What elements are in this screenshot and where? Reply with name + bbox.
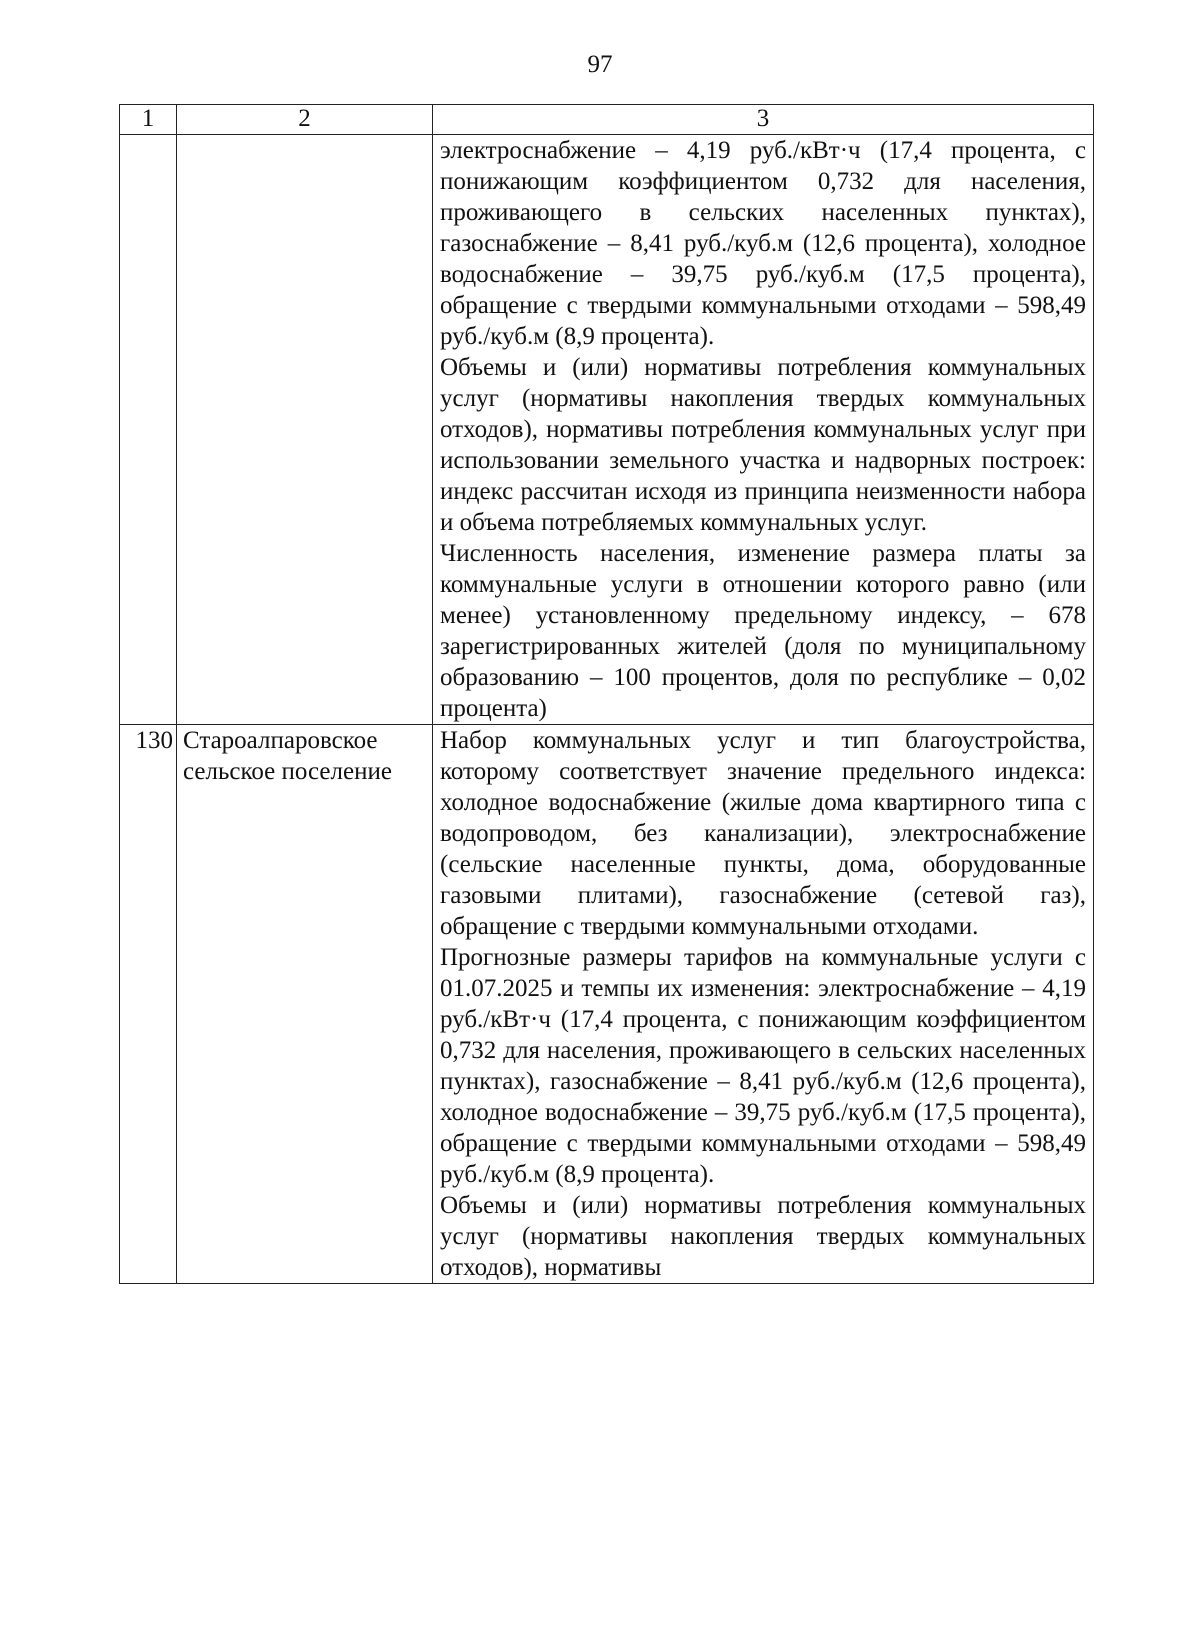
table-row <box>120 135 1094 725</box>
paragraph: электроснабжение – 4,19 руб./кВт·ч (17,4 процента, с понижающим коэффициентом 0,732 для населения, проживающего в сельских населенных пунктах), газоснабжение – 8,41 руб./куб.м (12,6 процента), холодное водоснабжение – 39,75 руб./куб.м (17,5 процента), обращение с твердыми коммунальными отходами – 598,49 руб./куб.м (8,9 процента). <box>440 137 1086 350</box>
paragraph: Численность населения, изменение размера платы за коммунальные услуги в отношении которого равно (или менее) установленному предельному индексу, – 678 зарегистрированных жителей (доля по муниципальному образованию – 100 процентов, доля по республике – 0,02 процента) <box>440 540 1086 722</box>
paragraph: Прогнозные размеры тарифов на коммунальные услуги с 01.07.2025 и темпы их изменения: электроснабжение – 4,19 руб./кВт·ч (17,4 процента, с понижающим коэффициентом 0,732 для населения, проживающего в сельских населенных пунктах), газоснабжение – 8,41 руб./куб.м (12,6 процента), холодное водоснабжение – 39,75 руб./куб.м (17,5 процента), обращение с твердыми коммунальными отходами – 598,49 руб./куб.м (8,9 процента). <box>440 944 1086 1188</box>
table-row <box>120 725 1094 1284</box>
paragraph: Набор коммунальных услуг и тип благоустройства, которому соответствует значение предельного индекса: холодное водоснабжение (жилые дома квартирного типа с водопроводом, без канализации), электроснабжение (сельские населенные пункты, дома, оборудованные газовыми плитами), газоснабжение (сетевой газ), обращение с твердыми коммунальными отходами. <box>440 727 1086 940</box>
description-cell <box>433 135 1094 725</box>
row-number <box>120 135 177 725</box>
municipality-name: Староалпаровское сельское поселение <box>177 725 433 1284</box>
paragraph: Объемы и (или) нормативы потребления коммунальных услуг (нормативы накопления твердых коммунальных отходов), нормативы <box>440 1192 1086 1281</box>
column-header-2: 2 <box>177 105 433 135</box>
paragraph: Объемы и (или) нормативы потребления коммунальных услуг (нормативы накопления твердых коммунальных отходов), нормативы потребления коммунальных услуг при использовании земельного участка и надворных построек: индекс рассчитан исходя из принципа неизменности набора и объема потребляемых коммунальных услуг. <box>440 354 1086 536</box>
column-header-3: 3 <box>433 105 1094 135</box>
tariff-table <box>119 104 1094 1284</box>
table-header-row <box>120 105 1094 135</box>
description-cell <box>433 725 1094 1284</box>
row-number: 130 <box>120 725 177 1284</box>
municipality-name <box>177 135 433 725</box>
page-number: 97 <box>587 51 613 78</box>
column-header-1: 1 <box>120 105 177 135</box>
